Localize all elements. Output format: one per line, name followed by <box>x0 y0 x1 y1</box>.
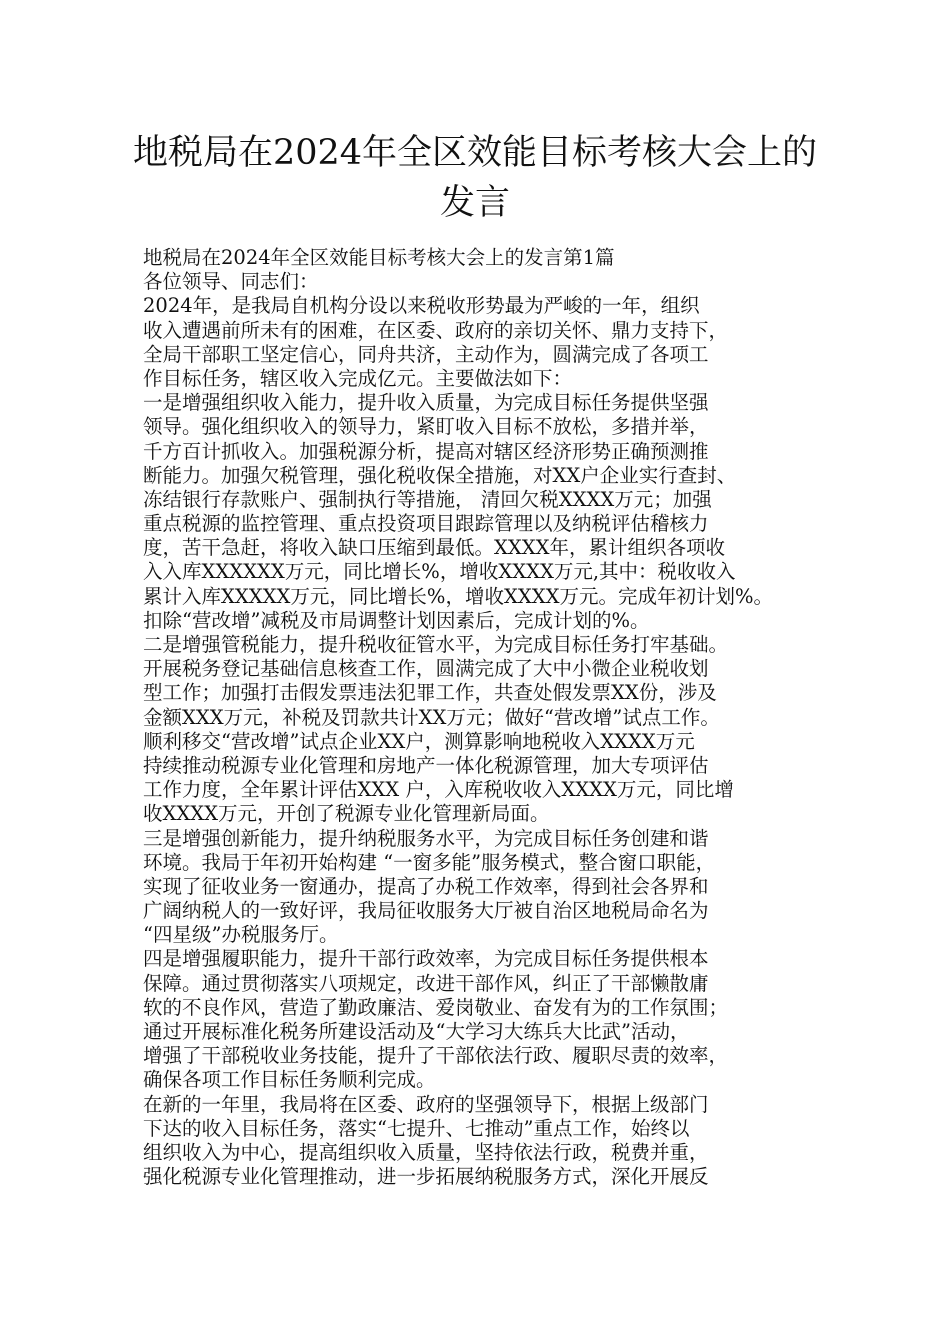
text-line: 一是增强组织收入能力，提升收入质量，为完成目标任务提供坚强 <box>143 391 709 415</box>
text-line: 工作力度，全年累计评估XXX 户，入库税收收入XXXX万元，同比增 <box>143 778 734 802</box>
text-line: 型工作；加强打击假发票违法犯罪工作，共查处假发票XX份，涉及 <box>143 681 717 705</box>
text-line: 实现了征收业务一窗通办，提高了办税工作效率，得到社会各界和 <box>143 874 709 898</box>
text-line: 度，苦干急赶，将收入缺口压缩到最低。XXXX年，累计组织各项收 <box>143 536 726 560</box>
text-line: 二是增强管税能力，提升税收征管水平，为完成目标任务打牢基础。 <box>143 633 729 656</box>
text-line: 收入遭遇前所未有的困难，在区委、政府的亲切关怀、鼎力支持下， <box>143 318 729 342</box>
text-line: 作目标任务，辖区收入完成亿元。主要做法如下： <box>143 366 573 390</box>
text-line: 组织收入为中心，提高组织收入质量，坚持依法行政，税费并重， <box>143 1140 709 1164</box>
text-line: “四星级”办税服务厅。 <box>143 923 339 947</box>
text-line: 收XXXX万元，开创了税源专业化管理新局面。 <box>143 802 550 826</box>
text-line: 入入库XXXXXX万元，同比增长%，增收XXXX万元,其中：税收收入 <box>143 560 736 584</box>
text-line: 通过开展标准化税务所建设活动及“大学习大练兵大比武”活动， <box>143 1020 690 1043</box>
text-line: 确保各项工作目标任务顺利完成。 <box>143 1068 436 1092</box>
text-line: 领导。强化组织收入的领导力，紧盯收入目标不放松，多措并举， <box>143 415 709 439</box>
text-line: 地税局在2024年全区效能目标考核大会上的发言第1篇 <box>143 246 615 269</box>
text-line: 环境。我局于年初开始构建 “一窗多能”服务模式，整合窗口职能， <box>143 850 716 874</box>
text-line: 累计入库XXXXX万元，同比增长%，增收XXXX万元。完成年初计划%。 <box>143 584 773 608</box>
text-line: 全局干部职工坚定信心，同舟共济，主动作为，圆满完成了各项工 <box>143 342 709 366</box>
text-line: 断能力。加强欠税管理，强化税收保全措施，对XX户企业实行查封、 <box>143 463 737 487</box>
text-line: 保障。通过贯彻落实八项规定，改进干部作风，纠正了干部懒散庸 <box>143 971 709 995</box>
document-body <box>143 246 823 1189</box>
text-line: 下达的收入目标任务，落实“七提升、七推动”重点工作，始终以 <box>143 1116 690 1140</box>
text-line: 广阔纳税人的一致好评，我局征收服务大厅被自治区地税局命名为 <box>143 899 709 923</box>
text-line: 2024年，是我局自机构分设以来税收形势最为严峻的一年，组织 <box>143 294 700 318</box>
text-line: 金额XXX万元，补税及罚款共计XX万元；做好“营改增”试点工作。 <box>143 705 720 729</box>
text-line: 各位领导、同志们： <box>143 270 319 294</box>
text-line: 在新的一年里，我局将在区委、政府的坚强领导下，根据上级部门 <box>143 1092 709 1116</box>
text-line: 三是增强创新能力，提升纳税服务水平，为完成目标任务创建和谐 <box>143 826 709 850</box>
text-line: 重点税源的监控管理、重点投资项目跟踪管理以及纳税评估稽核力 <box>143 512 709 536</box>
text-line: 增强了干部税收业务技能，提升了干部依法行政、履职尽责的效率， <box>143 1044 729 1068</box>
text-line: 顺利移交“营改增”试点企业XX户，测算影响地税收入XXXX万元 <box>143 729 695 753</box>
text-line: 千方百计抓收入。加强税源分析，提高对辖区经济形势正确预测推 <box>143 439 709 463</box>
text-line: 强化税源专业化管理推动，进一步拓展纳税服务方式，深化开展反 <box>143 1165 709 1189</box>
text-line: 持续推动税源专业化管理和房地产一体化税源管理，加大专项评估 <box>143 753 709 777</box>
text-line: 开展税务登记基础信息核查工作，圆满完成了大中小微企业税收划 <box>143 657 709 681</box>
text-line: 四是增强履职能力，提升干部行政效率，为完成目标任务提供根本 <box>143 947 709 971</box>
text-line: 扣除“营改增”减税及市局调整计划因素后，完成计划的%。 <box>143 608 650 632</box>
document-title: 地税局在2024年全区效能目标考核大会上的发言 <box>132 133 818 223</box>
text-line: 冻结银行存款账户、强制执行等措施， 清回欠税XXXX万元；加强 <box>143 487 712 511</box>
text-line: 软的不良作风，营造了勤政廉洁、爱岗敬业、奋发有为的工作氛围； <box>143 995 729 1019</box>
